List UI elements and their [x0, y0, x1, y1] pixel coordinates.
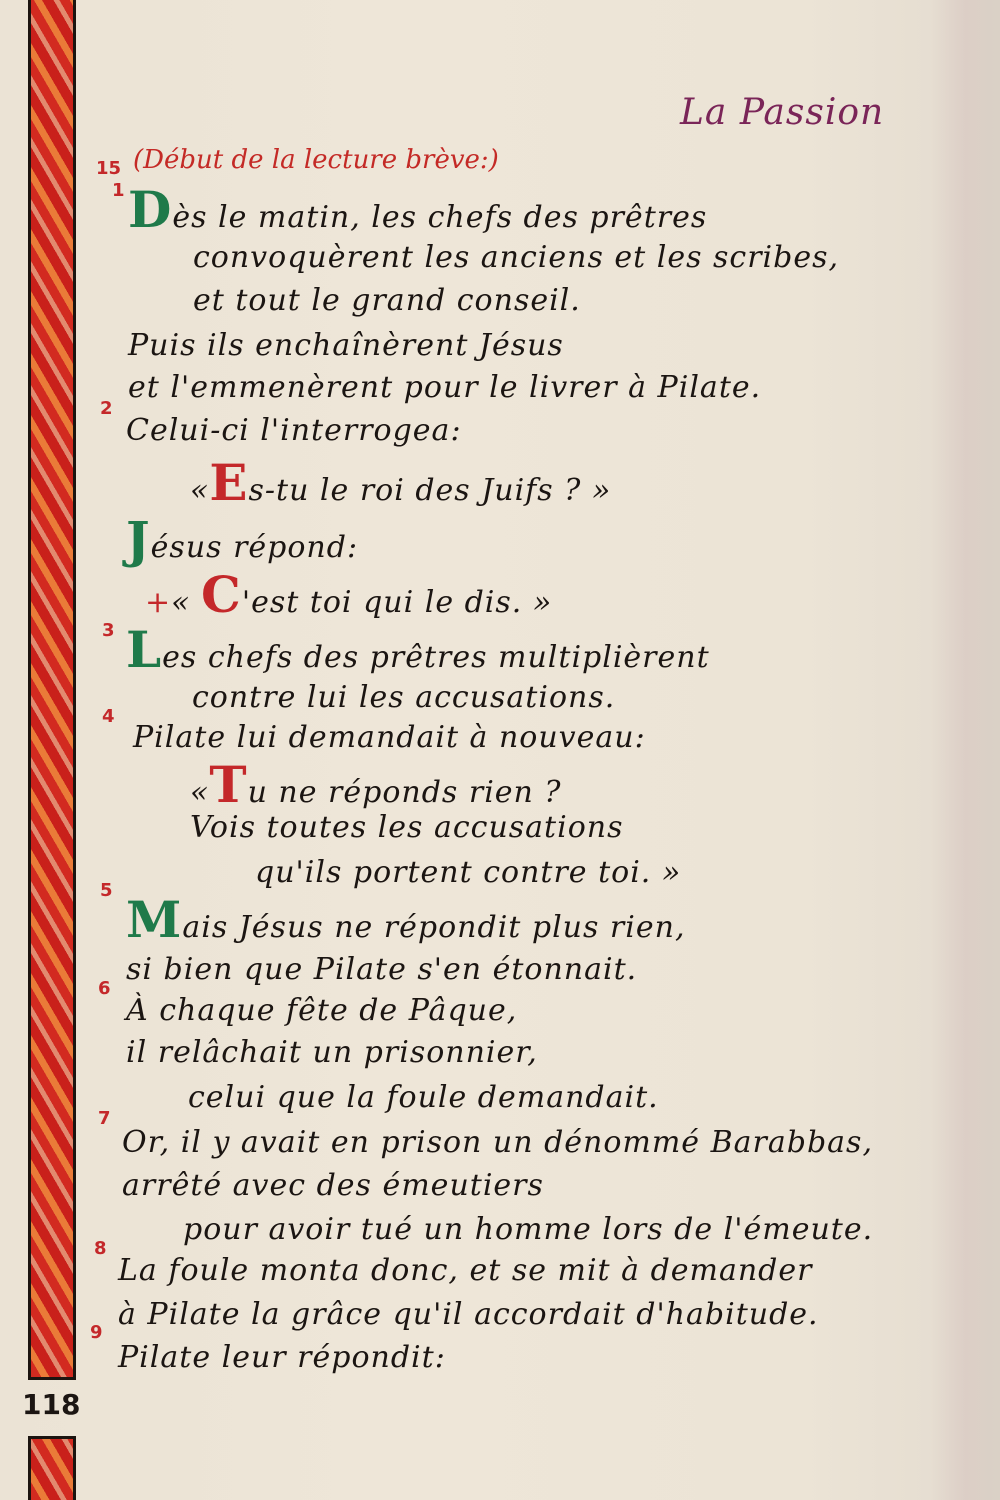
text-line: et l'emmenèrent pour le livrer à Pilate.: [128, 370, 762, 405]
text-line: il relâchait un prisonnier,: [126, 1035, 538, 1070]
text-line: À chaque fête de Pâque,: [126, 993, 518, 1028]
text-line: Mais Jésus ne répondit plus rien,: [126, 890, 686, 949]
text-line: qu'ils portent contre toi. »: [255, 855, 682, 890]
verse-number: 9: [90, 1322, 103, 1343]
text-line: «Tu ne réponds rien ?: [190, 755, 562, 814]
text-line: et tout le grand conseil.: [193, 283, 581, 318]
drop-capital: E: [209, 453, 249, 512]
text-line: contre lui les accusations.: [192, 680, 616, 715]
text-line: +« C'est toi qui le dis. »: [145, 565, 553, 624]
verse-number: 1: [112, 180, 125, 201]
verse-number: 5: [100, 880, 113, 901]
decorative-border: [28, 0, 76, 1380]
cross-icon: +: [145, 585, 172, 620]
decorative-border-bottom: [28, 1436, 76, 1500]
verse-number: 8: [94, 1238, 107, 1259]
text-line: Pilate lui demandait à nouveau:: [133, 720, 646, 755]
verse-number: 15: [96, 158, 122, 179]
drop-capital: J: [126, 510, 151, 569]
page-number: 118: [22, 1388, 81, 1421]
drop-capital: L: [126, 620, 163, 679]
text-line: celui que la foule demandait.: [188, 1080, 659, 1115]
text-line: La foule monta donc, et se mit à demander: [118, 1253, 813, 1288]
text-line: Or, il y avait en prison un dénommé Barabbas,: [122, 1125, 873, 1160]
text-line: Pilate leur répondit:: [118, 1340, 446, 1375]
text-line: Vois toutes les accusations: [190, 810, 624, 845]
text-line: Jésus répond:: [126, 510, 359, 569]
text-line: Les chefs des prêtres multiplièrent: [126, 620, 710, 679]
verse-number: 2: [100, 398, 113, 419]
intro-note: (Début de la lecture brève:): [133, 145, 499, 175]
text-line: si bien que Pilate s'en étonnait.: [126, 952, 638, 987]
text-line: convoquèrent les anciens et les scribes,: [193, 240, 840, 275]
text-line: Puis ils enchaînèrent Jésus: [128, 328, 564, 363]
drop-capital: C: [201, 565, 242, 624]
verse-number: 6: [98, 978, 111, 999]
text-line: arrêté avec des émeutiers: [122, 1168, 544, 1203]
verse-number: 3: [102, 620, 115, 641]
drop-capital: M: [126, 890, 183, 949]
drop-capital: T: [209, 755, 248, 814]
text-line: pour avoir tué un homme lors de l'émeute.: [183, 1212, 874, 1247]
text-line: «Es-tu le roi des Juifs ? »: [190, 453, 612, 512]
verse-number: 7: [98, 1108, 111, 1129]
page-edge-shadow: [930, 0, 1000, 1500]
text-line: à Pilate la grâce qu'il accordait d'habitude.: [118, 1297, 819, 1332]
drop-capital: D: [128, 180, 173, 239]
verse-number: 4: [102, 706, 115, 727]
text-line: Dès le matin, les chefs des prêtres: [128, 180, 708, 239]
page-title: La Passion: [680, 92, 885, 133]
text-line: Celui-ci l'interrogea:: [126, 413, 462, 448]
